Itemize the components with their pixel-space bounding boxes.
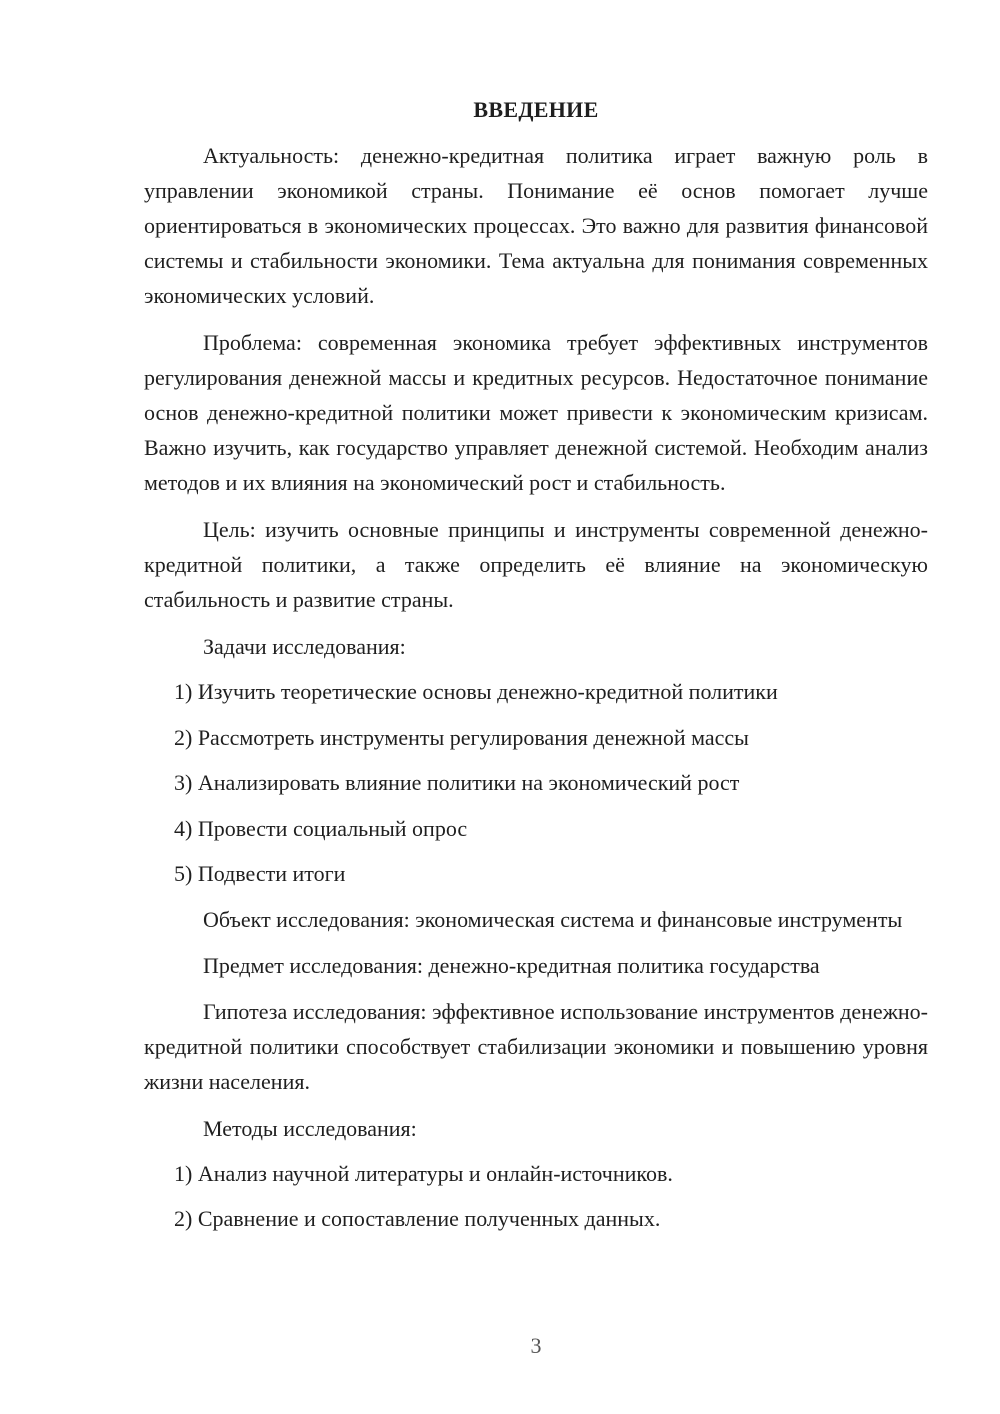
- subject-paragraph: Предмет исследования: денежно-кредитная политика государства: [203, 952, 820, 978]
- section-heading: ВВЕДЕНИЕ: [473, 97, 599, 122]
- relevance-paragraph: Актуальность: денежно-кредитная политика играет важную роль в управлении экономикой страны. Понимание её основ помогает лучше ориентироваться в экономических процессах. Это важно для развития финансовой системы и стабильности экономики. Тема актуальна для понимания современных экономических условий.: [144, 143, 928, 308]
- list-item: 1) Анализ научной литературы и онлайн-источников.: [174, 1160, 673, 1186]
- list-item: 3) Анализировать влияние политики на экономический рост: [174, 770, 740, 795]
- goal-paragraph: Цель: изучить основные принципы и инструменты современной денежно-кредитной политики, а также определить её влияние на экономическую стабильность и развитие страны.: [144, 517, 928, 612]
- problem-paragraph: Проблема: современная экономика требует эффективных инструментов регулирования денежной массы и кредитных ресурсов. Недостаточное понимание основ денежно-кредитной политики может привести к экономическим кризисам. Важно изучить, как государство управляет денежной системой. Необходим анализ методов и их влияния на экономический рост и стабильность.: [144, 330, 928, 495]
- list-item: 2) Сравнение и сопоставление полученных данных.: [174, 1206, 661, 1231]
- methods-list: [144, 1156, 928, 1237]
- tasks-list: [144, 674, 928, 891]
- methods-title: Методы исследования:: [203, 1115, 417, 1141]
- object-paragraph: Объект исследования: экономическая система и финансовые инструменты: [203, 906, 903, 932]
- list-item: 5) Подвести итоги: [174, 861, 346, 886]
- document-page: [144, 93, 928, 1247]
- hypothesis-paragraph: Гипотеза исследования: эффективное использование инструментов денежно-кредитной политики способствует стабилизации экономики и повышению уровня жизни населения.: [144, 998, 928, 1094]
- list-item: 2) Рассмотреть инструменты регулирования денежной массы: [174, 724, 749, 750]
- tasks-title: Задачи исследования:: [203, 634, 406, 659]
- list-item: 1) Изучить теоретические основы денежно-кредитной политики: [174, 679, 778, 704]
- page-number: 3: [530, 1333, 542, 1358]
- list-item: 4) Провести социальный опрос: [174, 815, 468, 841]
